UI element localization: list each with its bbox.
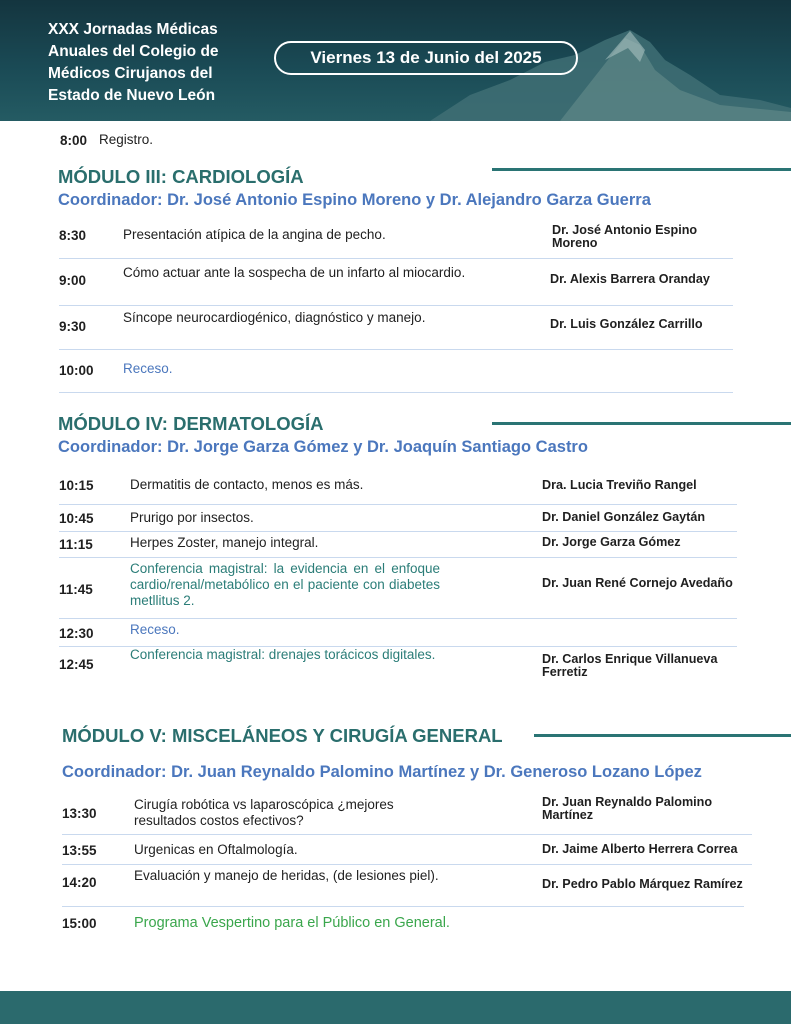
session-topic: Conferencia magistral: la evidencia en el enfoque cardio/renal/metabólico en el paciente con diabetes metllitus 2. — [130, 561, 440, 608]
session-speaker: Dr. Juan René Cornejo Avedaño — [542, 576, 733, 590]
session-speaker: Dr. Juan Reynaldo Palomino Martínez — [542, 795, 713, 822]
module-title: MÓDULO V: MISCELÁNEOS Y CIRUGÍA GENERAL — [62, 725, 503, 746]
session-speaker: Dr. Jorge Garza Gómez — [542, 535, 681, 549]
event-title: XXX Jornadas Médicas Anuales del Colegio de Médicos Cirujanos del Estado de Nuevo León — [48, 21, 219, 104]
session-time: 10:00 — [59, 363, 94, 378]
session-topic: Cirugía robótica vs laparoscópica ¿mejores resultados costos efectivos? — [134, 797, 394, 828]
session-topic: Síncope neurocardiogénico, diagnóstico y manejo. — [123, 310, 426, 325]
footer-bar — [0, 991, 791, 1024]
session-topic: Prurigo por insectos. — [130, 510, 254, 525]
session-topic: Evaluación y manejo de heridas, (de lesiones piel). — [134, 868, 439, 883]
session-speaker: Dr. Luis González Carrillo — [550, 317, 703, 331]
row-divider — [59, 557, 737, 558]
header-banner — [0, 0, 791, 121]
module-rule — [492, 168, 791, 171]
session-time: 8:30 — [59, 228, 87, 243]
row-divider — [59, 618, 737, 619]
session-speaker: Dr. Carlos Enrique Villanueva Ferretiz — [542, 652, 718, 679]
registro-label: Registro. — [99, 132, 154, 147]
session-speaker: Dr. Jaime Alberto Herrera Correa — [542, 842, 738, 856]
session-topic: Dermatitis de contacto, menos es más. — [130, 477, 364, 492]
session-time: 12:30 — [59, 626, 94, 641]
module-coordinator: Coordinador: Dr. Jorge Garza Gómez y Dr. Joaquín Santiago Castro — [58, 438, 588, 456]
session-time: 10:15 — [59, 478, 94, 493]
session-time: 9:30 — [59, 319, 87, 334]
registro-time: 8:00 — [60, 133, 88, 148]
row-divider — [59, 349, 733, 350]
module-title: MÓDULO III: CARDIOLOGÍA — [58, 166, 304, 187]
row-divider — [62, 864, 752, 865]
row-divider — [59, 504, 737, 505]
row-divider — [59, 305, 733, 306]
row-divider — [62, 834, 752, 835]
row-divider — [59, 531, 737, 532]
module-rule — [492, 422, 791, 425]
module-rule — [534, 734, 791, 737]
row-divider — [62, 906, 744, 907]
session-speaker: Dr. Daniel González Gaytán — [542, 510, 706, 524]
session-topic: Herpes Zoster, manejo integral. — [130, 535, 319, 550]
session-speaker: Dr. Alexis Barrera Oranday — [550, 272, 710, 286]
session-topic: Urgenicas en Oftalmología. — [134, 842, 298, 857]
session-topic: Cómo actuar ante la sospecha de un infarto al miocardio. — [123, 265, 466, 280]
row-divider — [59, 392, 733, 393]
session-topic: Receso. — [130, 622, 180, 637]
session-time: 11:15 — [59, 537, 93, 552]
session-time: 13:55 — [62, 843, 97, 858]
session-speaker: Dra. Lucia Treviño Rangel — [542, 478, 697, 492]
event-date-badge: Viernes 13 de Junio del 2025 — [274, 41, 578, 75]
session-time: 10:45 — [59, 511, 94, 526]
module-coordinator: Coordinador: Dr. Juan Reynaldo Palomino Martínez y Dr. Generoso Lozano López — [62, 763, 702, 781]
row-divider — [59, 258, 733, 259]
session-time: 12:45 — [59, 657, 94, 672]
session-time: 14:20 — [62, 875, 97, 890]
session-speaker: Dr. José Antonio Espino Moreno — [552, 223, 698, 250]
session-time: 15:00 — [62, 916, 97, 931]
module-title: MÓDULO IV: DERMATOLOGÍA — [58, 413, 324, 434]
session-time: 9:00 — [59, 273, 87, 288]
session-time: 13:30 — [62, 806, 97, 821]
session-topic: Receso. — [123, 361, 173, 376]
session-topic: Conferencia magistral: drenajes torácicos digitales. — [130, 647, 436, 662]
module-coordinator: Coordinador: Dr. José Antonio Espino Moreno y Dr. Alejandro Garza Guerra — [58, 191, 651, 209]
session-topic: Programa Vespertino para el Público en General. — [134, 915, 450, 931]
session-speaker: Dr. Pedro Pablo Márquez Ramírez — [542, 877, 743, 891]
session-topic: Presentación atípica de la angina de pecho. — [123, 227, 386, 242]
session-time: 11:45 — [59, 582, 93, 597]
